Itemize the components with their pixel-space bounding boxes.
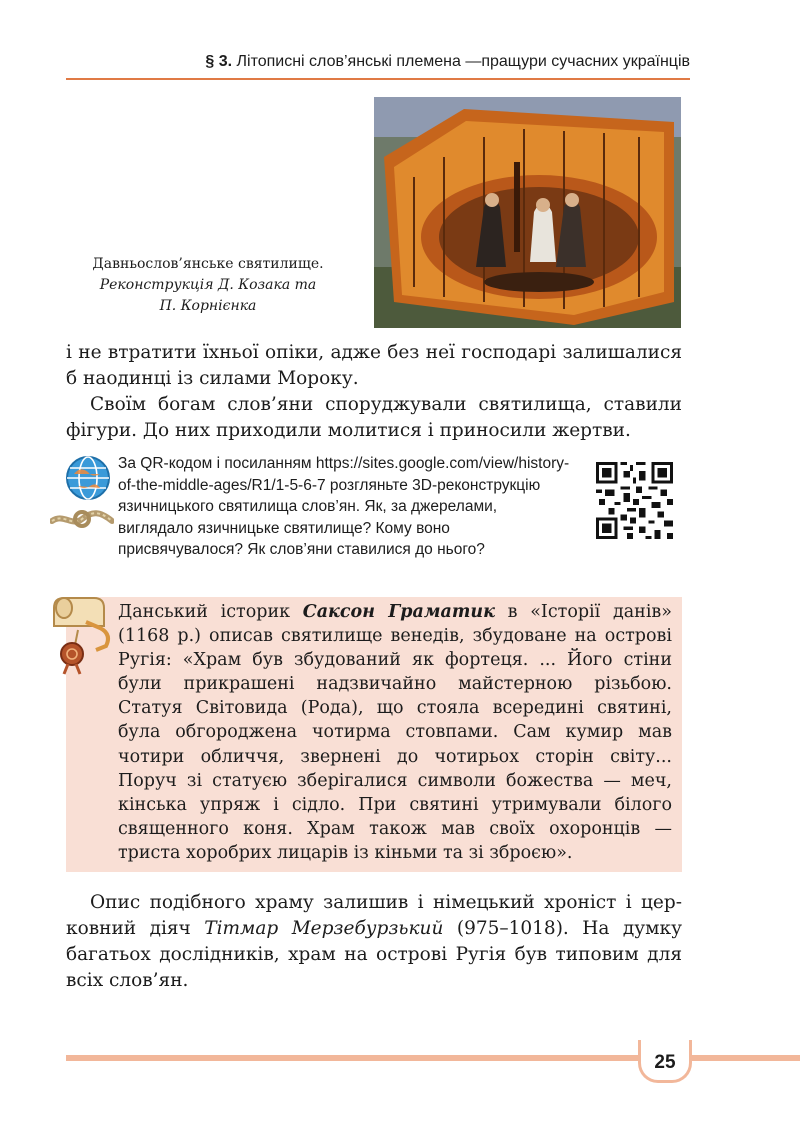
paragraph-3 bbox=[66, 890, 682, 994]
paragraph-1: і не втратити їхньої опіки, адже без неї господарі залишалися б наодинці із силами Мороку. bbox=[66, 342, 682, 389]
source-lead: Данський історик bbox=[118, 602, 303, 622]
page-number: 25 bbox=[638, 1040, 692, 1083]
caption-credit-names: П. Корнієнка bbox=[159, 298, 257, 314]
figure-caption bbox=[62, 254, 354, 317]
source-author: Саксон Граматик bbox=[302, 602, 495, 622]
section-number: § 3. bbox=[205, 53, 233, 70]
paragraph-2: Своїм богам слов’яни споруджували святилища, ставили фігури. До них приходили молитися і приносили жертви. bbox=[66, 394, 682, 441]
running-header bbox=[66, 50, 690, 80]
source-quote: в «Історії данів» (1168 р.) описав святилище венедів, збудоване на острові Ругія: «Храм був збудований як фортеця. ... Його стіни були прикрашені надзвичайно майстерною різьбою. Статуя Світовида (Рода), що стояла всередині святині, була обгороджена чотирма стовпами. Сам кумир мав чотири обличчя, звернені до чотирьох сторін світу... Поруч зі статуєю зберігалися символи божества — меч, кінська упряж і сідло. При святині утримували білого священного коня. Храм також мав своїх охоронців — триста хоробрих лицарів із кіньми та зі зброєю». bbox=[118, 602, 672, 863]
sanctuary-illustration bbox=[374, 97, 681, 328]
scroll-seal-icon bbox=[46, 594, 118, 678]
caption-title: Давньослов’янське святилище. bbox=[92, 256, 324, 272]
qr-code[interactable] bbox=[596, 462, 673, 539]
section-title: Літописні слов’янські племена —пращури сучасних українців bbox=[236, 53, 690, 70]
qr-task-text: За QR-кодом і посиланням https://sites.google.com/view/history-of-the-middle-ages/R1/1-5-6-7 розгляньте 3D-реконструкцію язичницького святилища слов’ян. Як, за джерелами, виглядало язичницьке святилище? Кому воно присвячувалося? Як слов’яни ставилися до нього? bbox=[118, 455, 570, 558]
globe-icon bbox=[64, 454, 112, 502]
rope-knot-icon bbox=[50, 505, 114, 533]
closing-part-2: (975–1018). На думку багатьох дослідників, храм на острові Ругія був типовим для всіх слов’ян. bbox=[66, 918, 682, 991]
caption-credit: Реконструкція Д. Козака та bbox=[99, 277, 317, 293]
source-box-text bbox=[118, 600, 672, 865]
closing-part-1: Опис подібного храму залишив і німецький хроніст і церковний діяч bbox=[66, 892, 682, 939]
chronicler-name: Тітмар Мерзебурзький bbox=[204, 918, 444, 939]
